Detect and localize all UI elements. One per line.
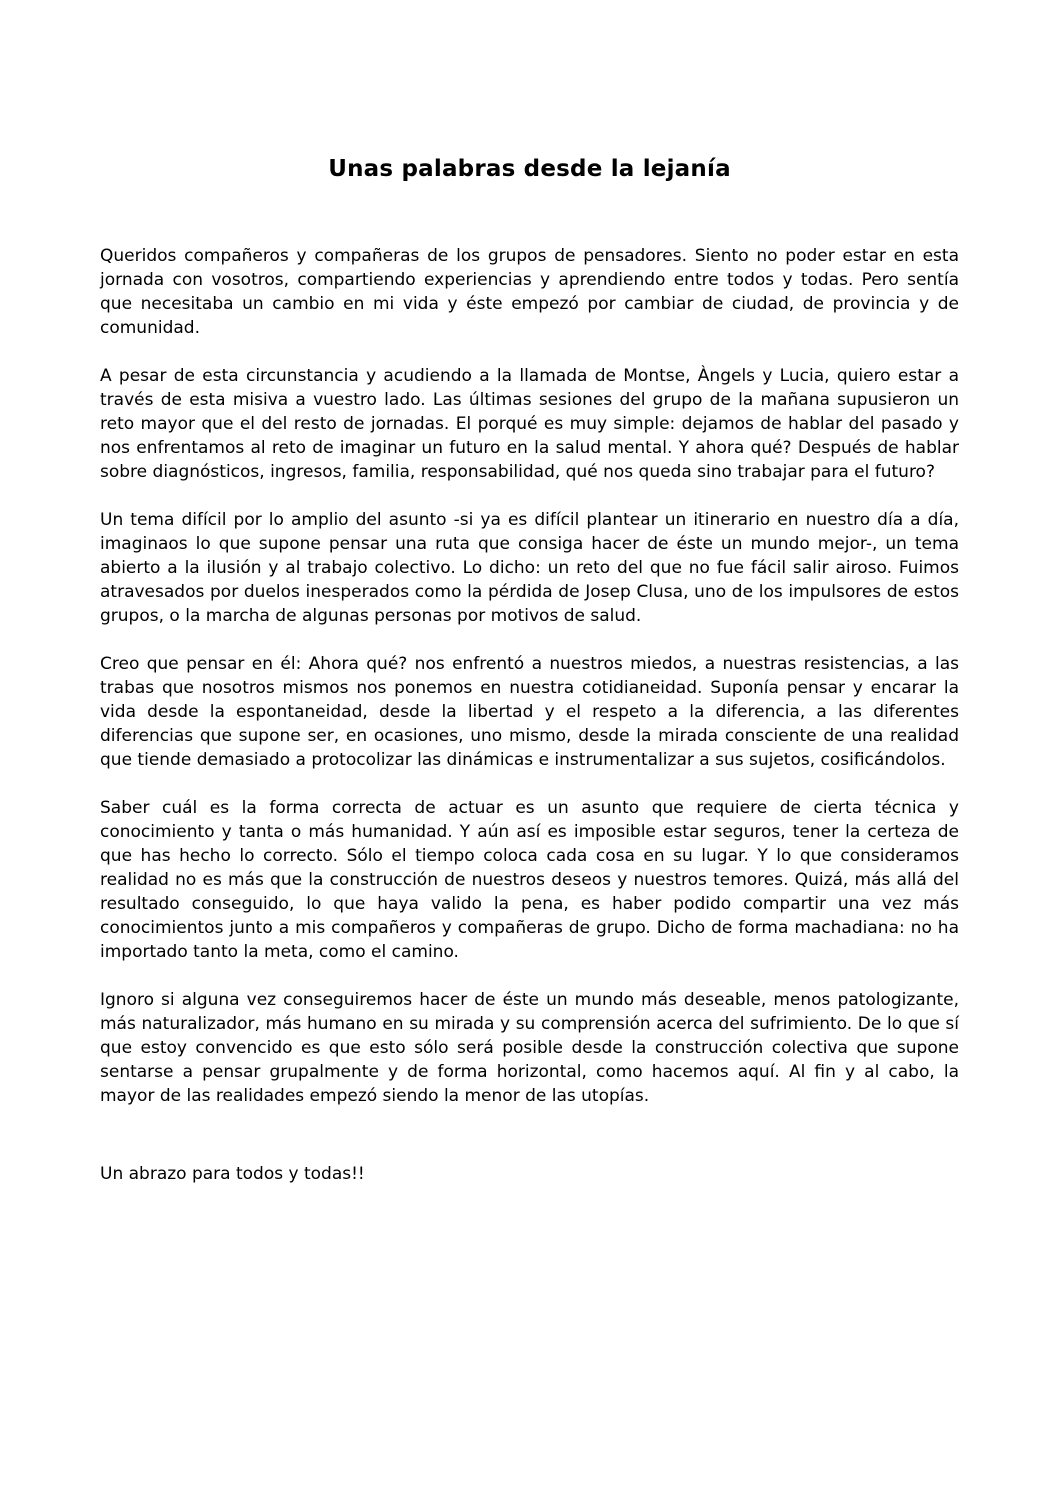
paragraph-1: Queridos compañeros y compañeras de los grupos de pensadores. Siento no poder estar en esta jornada con vosotros, compartiendo experiencias y aprendiendo entre todos y todas. Pero sentía que necesitaba un cambio en mi vida y éste empezó por cambiar de ciudad, de provincia y de comunidad. bbox=[100, 246, 959, 338]
page-title: Unas palabras desde la lejanía bbox=[328, 156, 731, 182]
closing-line: Un abrazo para todos y todas!! bbox=[100, 1164, 365, 1184]
paragraph-6: Ignoro si alguna vez conseguiremos hacer de éste un mundo más deseable, menos patologizante, más naturalizador, más humano en su mirada y su comprensión acerca del sufrimiento. De lo que sí que estoy convencido es que esto sólo será posible desde la construcción colectiva que supone sentarse a pensar grupalmente y de forma horizontal, como hacemos aquí. Al fin y al cabo, la mayor de las realidades empezó siendo la menor de las utopías. bbox=[100, 990, 959, 1106]
paragraph-3: Un tema difícil por lo amplio del asunto -si ya es difícil plantear un itinerario en nuestro día a día, imaginaos lo que supone pensar una ruta que consiga hacer de éste un mundo mejor-, un tema abierto a la ilusión y al trabajo colectivo. Lo dicho: un reto del que no fue fácil salir airoso. Fuimos atravesados por duelos inesperados como la pérdida de Josep Clusa, uno de los impulsores de estos grupos, o la marcha de algunas personas por motivos de salud. bbox=[100, 510, 959, 626]
paragraph-5: Saber cuál es la forma correcta de actuar es un asunto que requiere de cierta técnica y conocimiento y tanta o más humanidad. Y aún así es imposible estar seguros, tener la certeza de que has hecho lo correcto. Sólo el tiempo coloca cada cosa en su lugar. Y lo que consideramos realidad no es más que la construcción de nuestros deseos y nuestros temores. Quizá, más allá del resultado conseguido, lo que haya valido la pena, es haber podido compartir una vez más conocimientos junto a mis compañeros y compañeras de grupo. Dicho de forma machadiana: no ha importado tanto la meta, como el camino. bbox=[100, 798, 959, 962]
paragraph-2: A pesar de esta circunstancia y acudiendo a la llamada de Montse, Àngels y Lucia, quiero estar a través de esta misiva a vuestro lado. Las últimas sesiones del grupo de la mañana supusieron un reto mayor que el del resto de jornadas. El porqué es muy simple: dejamos de hablar del pasado y nos enfrentamos al reto de imaginar un futuro en la salud mental. Y ahora qué? Después de hablar sobre diagnósticos, ingresos, familia, responsabilidad, qué nos queda sino trabajar para el futuro? bbox=[100, 366, 959, 482]
paragraph-4: Creo que pensar en él: Ahora qué? nos enfrentó a nuestros miedos, a nuestras resistencias, a las trabas que nosotros mismos nos ponemos en nuestra cotidianeidad. Suponía pensar y encarar la vida desde la espontaneidad, desde la libertad y el respeto a la diferencia, a las diferentes diferencias que supone ser, en ocasiones, uno mismo, desde la mirada consciente de una realidad que tiende demasiado a protocolizar las dinámicas e instrumentalizar a sus sujetos, cosificándolos. bbox=[100, 654, 959, 770]
